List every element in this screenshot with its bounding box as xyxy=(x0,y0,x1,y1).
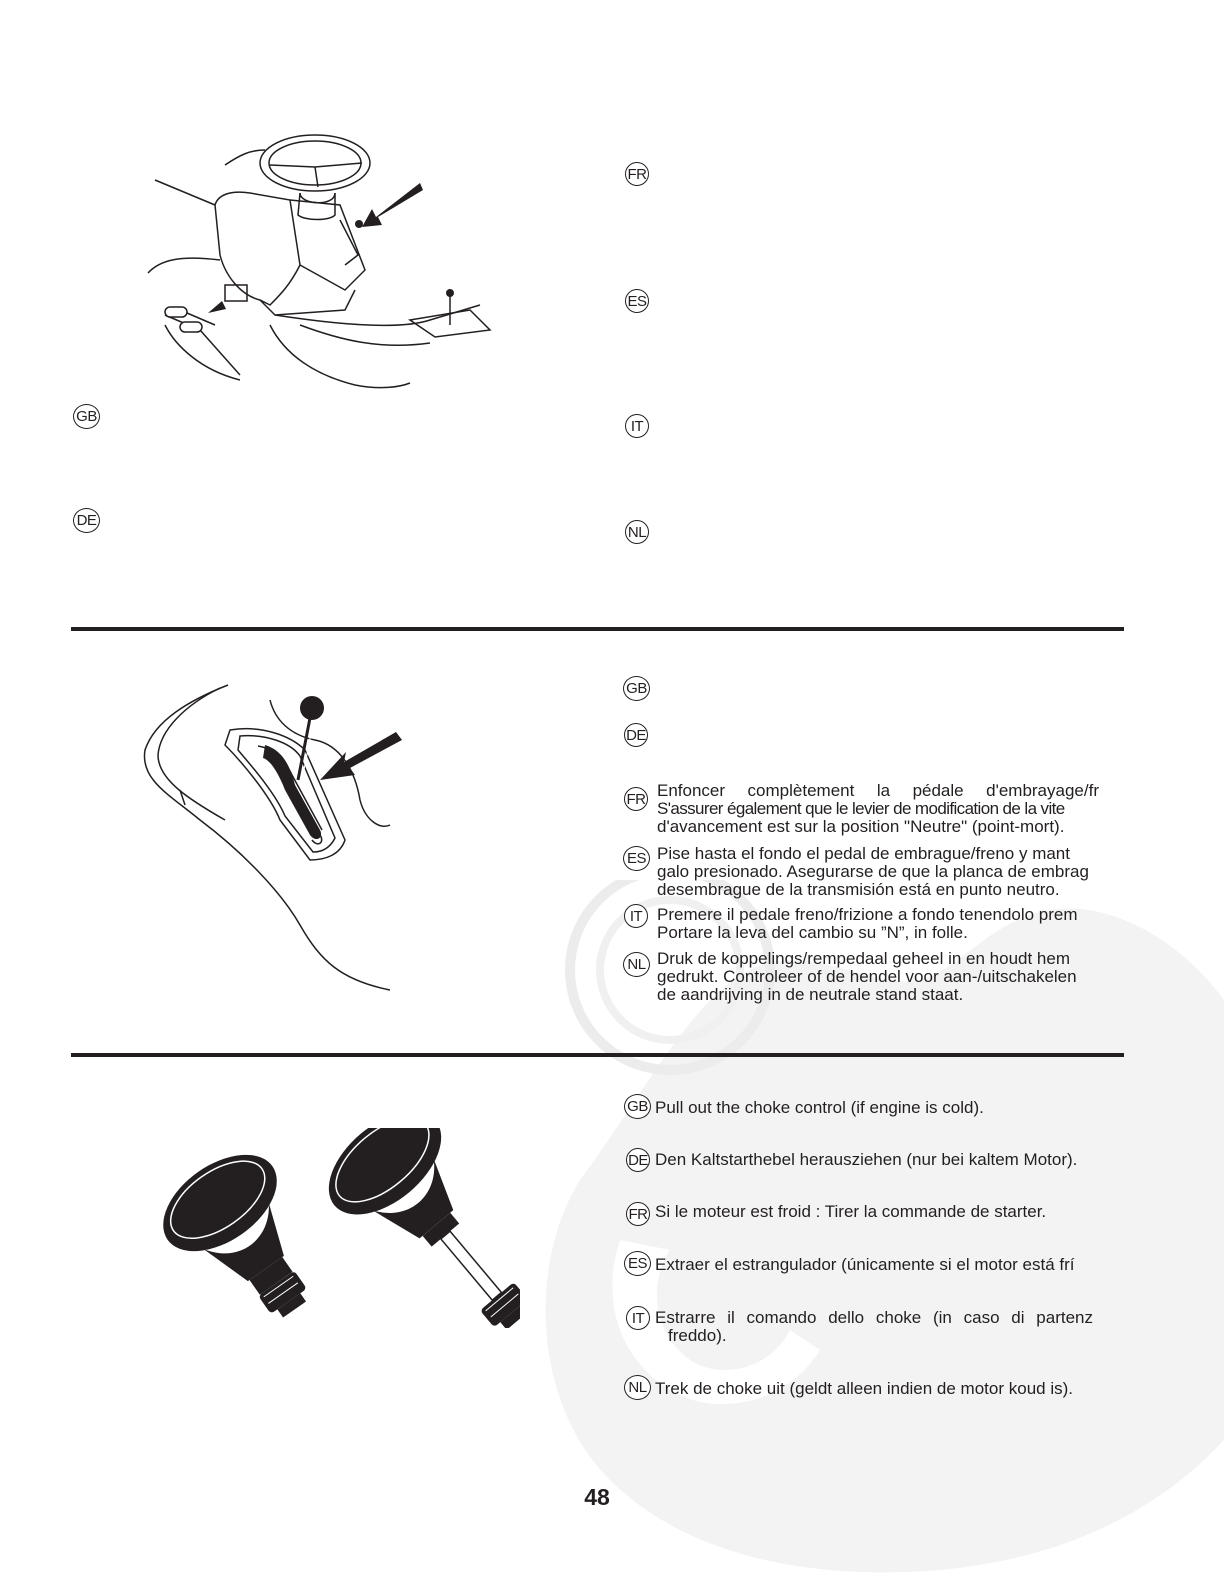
instruction-it xyxy=(657,906,1099,942)
lang-badge-de: DE xyxy=(624,723,648,747)
lang-badge-nl: NL xyxy=(623,952,650,977)
lang-badge-de: DE xyxy=(73,508,100,533)
instruction-fr-line-2: S'assurer également que le levier de modification de la vite xyxy=(657,800,1065,818)
choke-instruction-gb: Pull out the choke control (if engine is cold). xyxy=(655,1099,984,1117)
instruction-nl-line-1: Druk de koppelings/rempedaal geheel in en houdt hem xyxy=(657,950,1070,968)
page-number: 48 xyxy=(584,1484,610,1510)
choke-instruction-it: Estrarre il comando dello choke (in caso di partenz xyxy=(655,1309,1093,1327)
lang-badge-de: DE xyxy=(626,1148,650,1172)
instruction-nl-line-2: gedrukt. Controleer of de hendel voor aan-/uitschakelen xyxy=(657,968,1077,986)
lang-badge-fr: FR xyxy=(624,787,648,811)
lang-badge-nl: NL xyxy=(624,1375,651,1400)
lang-badge-it: IT xyxy=(625,414,649,438)
section-divider xyxy=(71,627,1124,631)
instruction-es-line-3: desembrague de la transmisión está en punto neutro. xyxy=(657,881,1060,899)
choke-instruction-es: Extraer el estrangulador (únicamente si el motor está frí xyxy=(655,1256,1075,1274)
instruction-fr-line-1: Enfoncer complètement la pédale d'embrayage/fr xyxy=(657,782,1099,800)
lang-badge-es: ES xyxy=(624,1251,651,1276)
choke-instruction-it-cont: freddo). xyxy=(668,1327,727,1345)
lang-badge-fr: FR xyxy=(625,162,649,186)
instruction-es-line-2: galo presionado. Asegurarse de que la planca de embrag xyxy=(657,863,1089,881)
tractor-dashboard-illustration xyxy=(140,125,530,395)
lang-badge-nl: NL xyxy=(625,520,649,544)
choke-instruction-de: Den Kaltstarthebel herausziehen (nur bei kaltem Motor). xyxy=(655,1151,1078,1169)
instruction-fr-line-3: d'avancement est sur la position "Neutre" (point-mort). xyxy=(657,818,1065,836)
lang-badge-gb: GB xyxy=(624,1094,651,1119)
lang-badge-es: ES xyxy=(625,289,649,313)
instruction-nl-line-3: de aandrijving in de neutrale stand staat. xyxy=(657,986,964,1004)
choke-knob-illustration xyxy=(150,1128,520,1328)
lang-badge-fr: FR xyxy=(626,1202,650,1226)
instruction-es xyxy=(657,845,1099,899)
instruction-fr xyxy=(657,782,1099,836)
lang-badge-gb: GB xyxy=(623,676,650,701)
lang-badge-es: ES xyxy=(623,846,650,871)
instruction-it-line-1: Premere il pedale freno/frizione a fondo tenendolo prem xyxy=(657,906,1078,924)
instruction-nl xyxy=(657,950,1099,1004)
instruction-es-line-1: Pise hasta el fondo el pedal de embrague/freno y mant xyxy=(657,845,1070,863)
gear-lever-illustration xyxy=(140,680,420,1000)
instruction-it-line-2: Portare la leva del cambio su ”N”, in folle. xyxy=(657,924,968,942)
section-divider xyxy=(71,1053,1124,1057)
choke-instruction-nl: Trek de choke uit (geldt alleen indien de motor koud is). xyxy=(655,1380,1073,1398)
lang-badge-gb: GB xyxy=(73,404,100,429)
lang-badge-it: IT xyxy=(624,904,648,928)
lang-badge-it: IT xyxy=(626,1306,650,1330)
choke-instruction-fr: Si le moteur est froid : Tirer la commande de starter. xyxy=(655,1203,1047,1221)
